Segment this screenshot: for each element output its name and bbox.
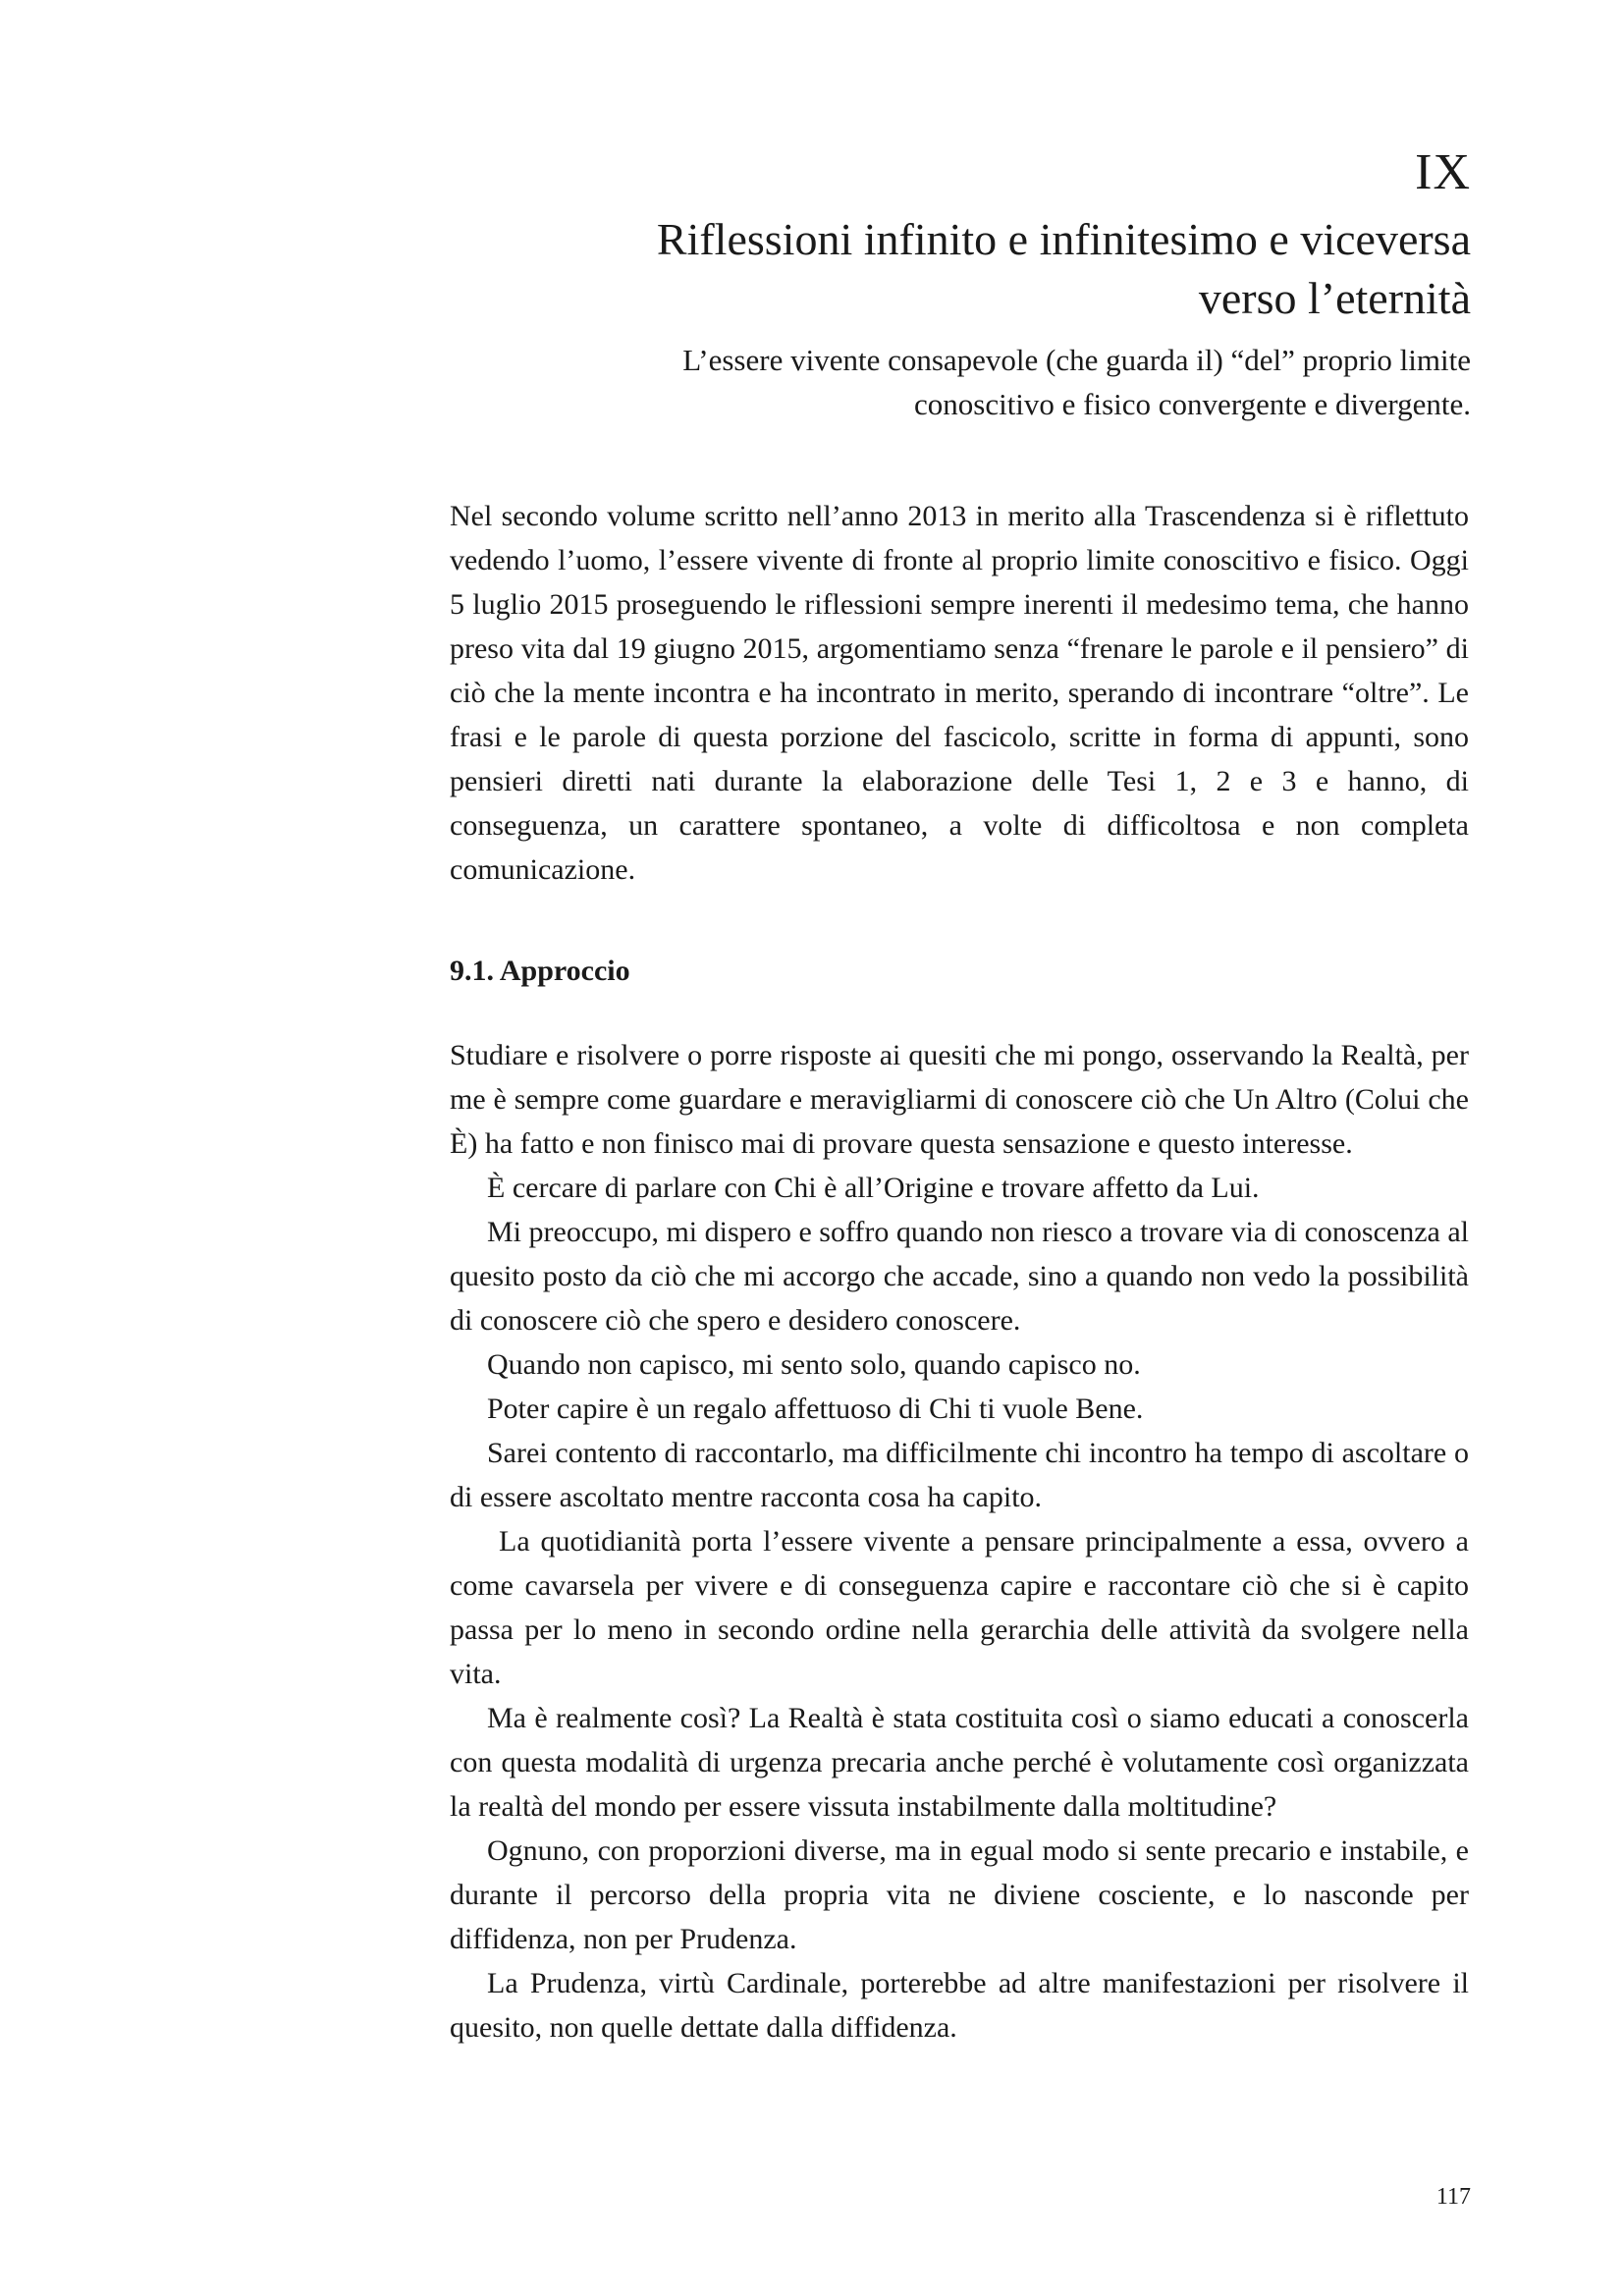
body-paragraph: Sarei contento di raccontarlo, ma difficilmente chi incontro ha tempo di ascoltare o di essere ascoltato mentre racconta cosa ha capito. [450, 1437, 1469, 1513]
chapter-subtitle-line: L’essere vivente consapevole (che guarda il) “del” proprio limite [682, 343, 1471, 377]
body-paragraph: Ognuno, con proporzioni diverse, ma in egual modo si sente precario e instabile, e durante il percorso della propria vita ne diviene cosciente, e lo nasconde per diffidenza, non per Prudenza. [450, 1834, 1469, 1955]
section-heading: 9.1. Approccio [450, 955, 630, 987]
section-body [450, 1033, 1469, 2050]
chapter-title-line: verso l’eternità [1198, 273, 1471, 323]
body-paragraph: Studiare e risolvere o porre risposte ai quesiti che mi pongo, osservando la Realtà, per me è sempre come guardare e meravigliarmi di conoscere ciò che Un Altro (Colui che È) ha fatto e non finisco mai di provare questa sensazione e questo interesse. [450, 1039, 1469, 1160]
chapter-number: IX [1415, 144, 1471, 200]
body-paragraph: Quando non capisco, mi sento solo, quando capisco no. [487, 1348, 1141, 1381]
body-paragraph: Poter capire è un regalo affettuoso di Chi ti vuole Bene. [487, 1393, 1144, 1425]
body-paragraph: La Prudenza, virtù Cardinale, porterebbe ad altre manifestazioni per risolvere il quesito, non quelle dettate dalla diffidenza. [450, 1967, 1469, 2044]
body-paragraph: La quotidianità porta l’essere vivente a pensare principalmente a essa, ovvero a come cavarsela per vivere e di conseguenza capire e raccontare ciò che si è capito passa per lo meno in secondo ordine nella gerarchia delle attività da svolgere nella vita. [450, 1525, 1469, 1690]
intro-paragraph-block [450, 494, 1469, 892]
body-paragraph: È cercare di parlare con Chi è all’Origine e trovare affetto da Lui. [487, 1172, 1260, 1204]
chapter-subtitle [489, 338, 1471, 426]
page-number: 117 [1435, 2184, 1471, 2210]
chapter-subtitle-line: conoscitivo e fisico convergente e divergente. [914, 387, 1471, 421]
body-paragraph: Mi preoccupo, mi dispero e soffro quando non riesco a trovare via di conoscenza al quesito posto da ciò che mi accorgo che accade, sino a quando non vedo la possibilità di conoscere ciò che spero e desidero conoscere. [450, 1216, 1469, 1337]
chapter-title-line: Riflessioni infinito e infinitesimo e viceversa [656, 214, 1471, 264]
chapter-title [489, 210, 1471, 328]
intro-paragraph: Nel secondo volume scritto nell’anno 2013 in merito alla Trascendenza si è riflettuto vedendo l’uomo, l’essere vivente di fronte al proprio limite conoscitivo e fisico. Oggi 5 luglio 2015 proseguendo le riflessioni sempre inerenti il medesimo tema, che hanno preso vita dal 19 giugno 2015, argomentiamo senza “frenare le parole e il pensiero” di ciò che la mente incontra e ha incontrato in merito, sperando di incontrare “oltre”. Le frasi e le parole di questa porzione del fascicolo, scritte in forma di appunti, sono pensieri diretti nati durante la elaborazione delle Tesi 1, 2 e 3 e hanno, di conseguenza, un carattere spontaneo, a volte di difficoltosa e non completa comunicazione. [450, 500, 1469, 886]
body-paragraph: Ma è realmente così? La Realtà è stata costituita così o siamo educati a conoscerla con questa modalità di urgenza precaria anche perché è volutamente così organizzata la realtà del mondo per essere vissuta instabilmente dalla moltitudine? [450, 1702, 1469, 1823]
